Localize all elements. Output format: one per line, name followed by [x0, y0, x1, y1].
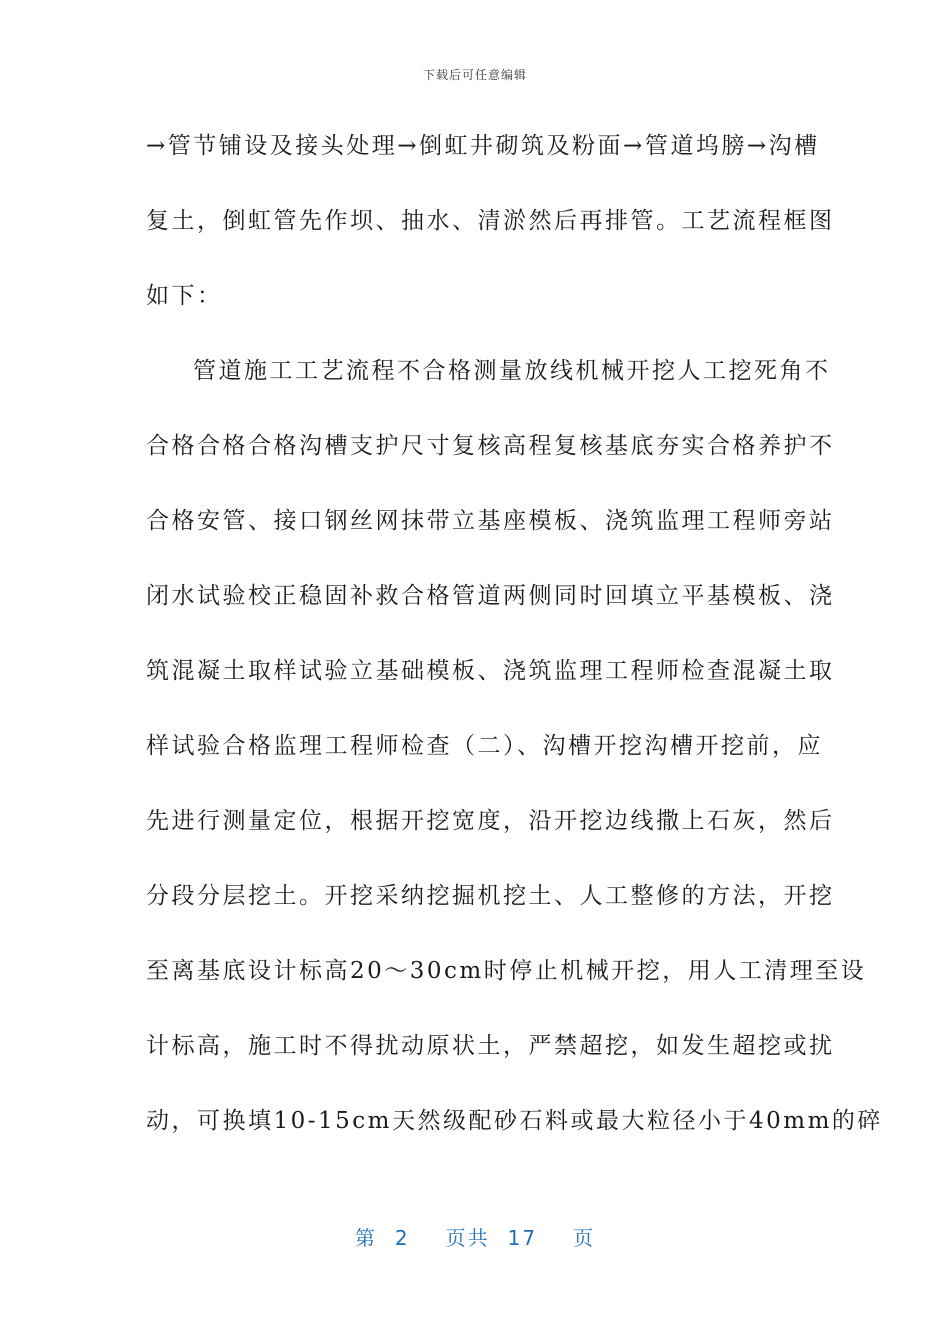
- paragraph-line: 复土，倒虹管先作坝、抽水、清淤然后再排管。工艺流程框图: [146, 208, 835, 234]
- paragraph-line: 先进行测量定位，根据开挖宽度，沿开挖边线撒上石灰，然后: [146, 808, 835, 834]
- paragraph-line: 至离基底设计标高20～30cm时停止机械开挖，用人工清理至设: [146, 958, 867, 984]
- page-footer: [0, 1222, 950, 1251]
- paragraph-line: 筑混凝土取样试验立基础模板、浇筑监理工程师检查混凝土取: [146, 658, 835, 684]
- paragraph-line: 动，可换填10-15cm天然级配砂石料或最大粒径小于40mm的碎: [146, 1108, 883, 1134]
- paragraph-line: 合格安管、接口钢丝网抹带立基座模板、浇筑监理工程师旁站: [146, 508, 835, 534]
- footer-middle: 页共: [445, 1226, 490, 1250]
- paragraph-line: 如下：: [146, 283, 223, 309]
- total-pages-number: 17: [507, 1226, 538, 1250]
- paragraph-line: 闭水试验校正稳固补救合格管道两侧同时回填立平基模板、浇: [146, 583, 835, 609]
- paragraph-line: 合格合格合格沟槽支护尺寸复核高程复核基底夯实合格养护不: [146, 433, 835, 459]
- paragraph-line: →管节铺设及接头处理→倒虹井砌筑及粉面→管道坞膀→沟槽: [146, 133, 820, 159]
- page-header: 下载后可任意编辑: [422, 68, 527, 82]
- paragraph-line: 管道施工工艺流程不合格测量放线机械开挖人工挖死角不: [193, 358, 831, 384]
- paragraph-line: 分段分层挖土。开挖采纳挖掘机挖土、人工整修的方法，开挖: [146, 883, 835, 909]
- footer-suffix: 页: [573, 1226, 596, 1250]
- current-page-number: 2: [394, 1226, 410, 1250]
- footer-prefix: 第: [354, 1226, 377, 1250]
- paragraph-line: 计标高，施工时不得扰动原状土，严禁超挖，如发生超挖或扰: [146, 1033, 835, 1059]
- paragraph-line: 样试验合格监理工程师检查（二）、沟槽开挖沟槽开挖前，应: [146, 733, 823, 759]
- document-body: [146, 122, 883, 1172]
